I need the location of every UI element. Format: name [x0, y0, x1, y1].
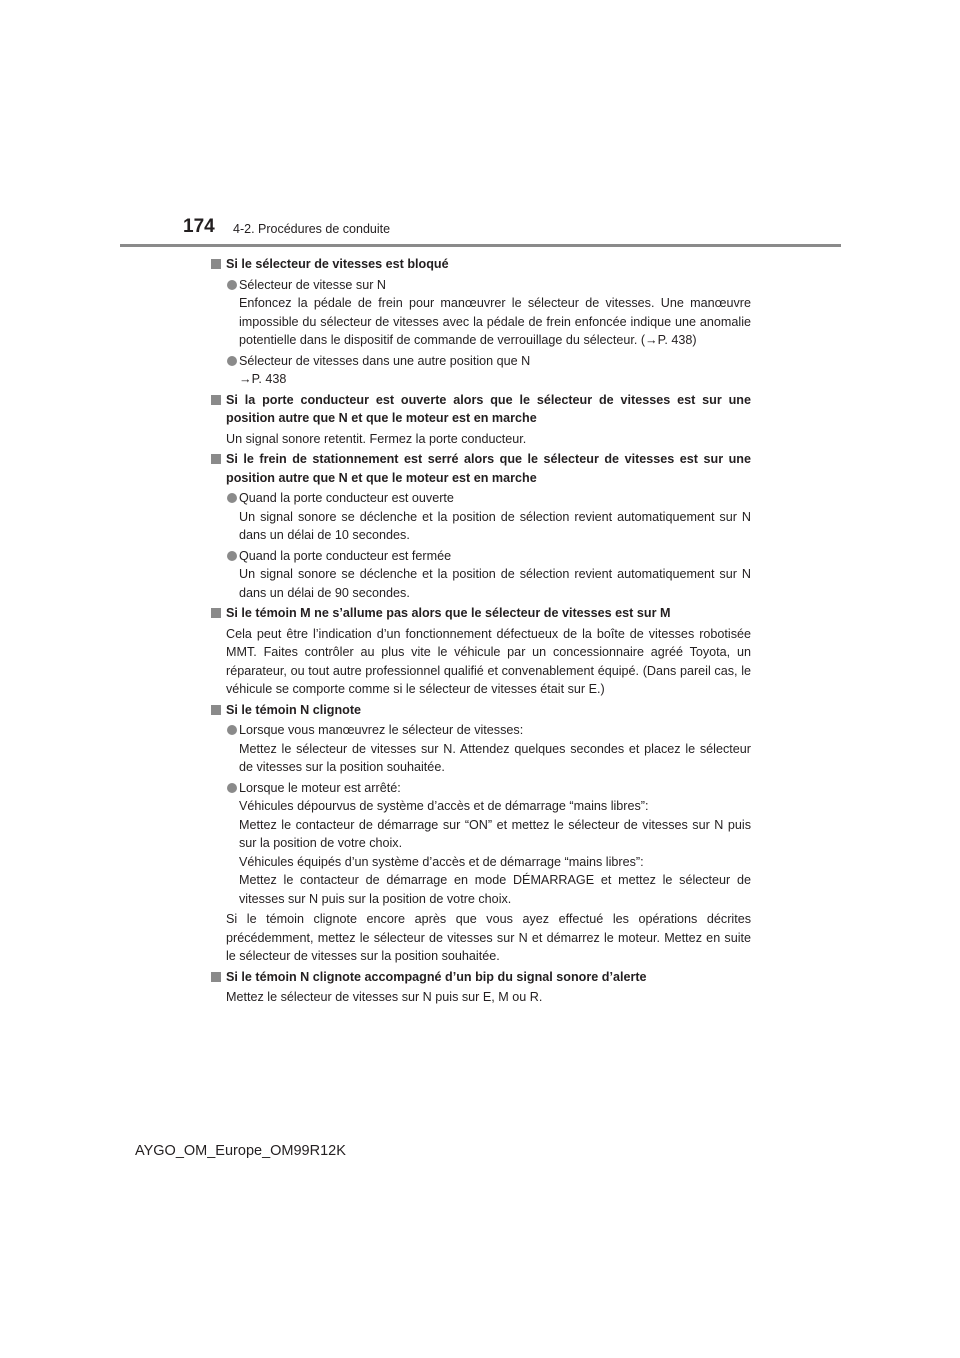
bullet-item	[211, 547, 751, 603]
bullet-item	[211, 489, 751, 545]
bullet-item	[211, 352, 751, 389]
square-bullet-icon	[211, 972, 221, 982]
bullet-item	[211, 276, 751, 350]
heading-text: Si le témoin M ne s’allume pas alors que le sélecteur de vitesses est sur M	[226, 606, 671, 620]
section-heading	[211, 450, 751, 487]
section-heading	[211, 604, 751, 623]
page-number: 174	[183, 216, 215, 237]
round-bullet-icon	[227, 551, 237, 561]
bullet-item	[211, 779, 751, 909]
round-bullet-icon	[227, 280, 237, 290]
heading-text: Si le sélecteur de vitesses est bloqué	[226, 257, 449, 271]
round-bullet-icon	[227, 725, 237, 735]
paragraph: Mettez le sélecteur de vitesses sur N puis sur E, M ou R.	[226, 990, 543, 1004]
round-bullet-icon	[227, 493, 237, 503]
square-bullet-icon	[211, 395, 221, 405]
bullet-text: Un signal sonore se déclenche et la position de sélection revient automatiquement sur N dans un délai de 10 secondes.	[239, 509, 751, 542]
section-title: 4-2. Procédures de conduite	[233, 222, 391, 236]
bullet-title: Quand la porte conducteur est fermée	[239, 548, 452, 563]
paragraph: Cela peut être l’indication d’un fonctionnement défectueux de la boîte de vitesses robotisée MMT. Faites contrôler au plus vite le véhicule par un concessionnaire agréé Toyota, un réparateur, ou tout autre professionnel qualifié et convenablement équipé. (Dans pareil cas, le véhicule se comporte comme si le sélecteur de vitesses était sur E.)	[226, 626, 751, 696]
square-bullet-icon	[211, 705, 221, 715]
section-heading	[211, 701, 751, 720]
square-bullet-icon	[211, 454, 221, 464]
bullet-title: Lorsque vous manœuvrez le sélecteur de vitesses:	[239, 723, 524, 737]
page-content	[211, 253, 751, 1009]
round-bullet-icon	[227, 356, 237, 366]
document-id: AYGO_OM_Europe_OM99R12K	[135, 1143, 346, 1159]
square-bullet-icon	[211, 608, 221, 618]
bullet-text: Véhicules dépourvus de système d’accès et de démarrage “mains libres”:	[239, 799, 649, 813]
bullet-title: Lorsque le moteur est arrêté:	[239, 780, 401, 795]
heading-text: Si la porte conducteur est ouverte alors que le sélecteur de vitesses est sur une position autre que N et que le moteur est en marche	[226, 392, 751, 425]
bullet-text: Mettez le contacteur de démarrage en mode DÉMARRAGE et mettez le sélecteur de vitesses sur N puis sur la position de votre choix.	[239, 873, 751, 906]
page-header	[0, 0, 960, 250]
header-divider	[120, 244, 841, 247]
bullet-text: Un signal sonore se déclenche et la position de sélection revient automatiquement sur N dans un délai de 90 secondes.	[239, 567, 751, 600]
bullet-title: Sélecteur de vitesses dans une autre position que N	[239, 353, 531, 368]
heading-text: Si le témoin N clignote	[226, 702, 362, 717]
bullet-text: Véhicules équipés d’un système d’accès et de démarrage “mains libres”:	[239, 854, 644, 869]
section-heading	[211, 968, 751, 987]
section-heading	[211, 391, 751, 428]
page-reference: →P. 438	[239, 372, 287, 386]
heading-text: Si le frein de stationnement est serré alors que le sélecteur de vitesses est sur une position autre que N et que le moteur est en marche	[226, 452, 751, 485]
paragraph: Si le témoin clignote encore après que vous ayez effectué les opérations décrites précédemment, mettez le sélecteur de vitesses sur N et démarrez le moteur. Mettez en suite le sélecteur de vitesses sur la position souhaitée.	[226, 912, 751, 963]
bullet-text: Mettez le contacteur de démarrage sur “ON” et mettez le sélecteur de vitesses sur N puis sur la position de votre choix.	[239, 817, 751, 850]
bullet-text: Mettez le sélecteur de vitesses sur N. Attendez quelques secondes et placez le sélecteur de vitesses sur la position souhaitée.	[239, 741, 751, 774]
bullet-item	[211, 721, 751, 777]
bullet-title: Quand la porte conducteur est ouverte	[239, 491, 454, 505]
round-bullet-icon	[227, 783, 237, 793]
bullet-text: Enfoncez la pédale de frein pour manœuvrer le sélecteur de vitesses. Une manœuvre impossible du sélecteur de vitesses avec la pédale de frein enfoncée indique une anomalie potentielle dans le dispositif de commande de verrouillage du sélecteur. (→P. 438)	[239, 296, 751, 347]
bullet-title: Sélecteur de vitesse sur N	[239, 277, 386, 292]
square-bullet-icon	[211, 259, 221, 269]
section-heading	[211, 255, 751, 274]
paragraph: Un signal sonore retentit. Fermez la porte conducteur.	[226, 431, 527, 446]
heading-text: Si le témoin N clignote accompagné d’un bip du signal sonore d’alerte	[226, 969, 647, 984]
